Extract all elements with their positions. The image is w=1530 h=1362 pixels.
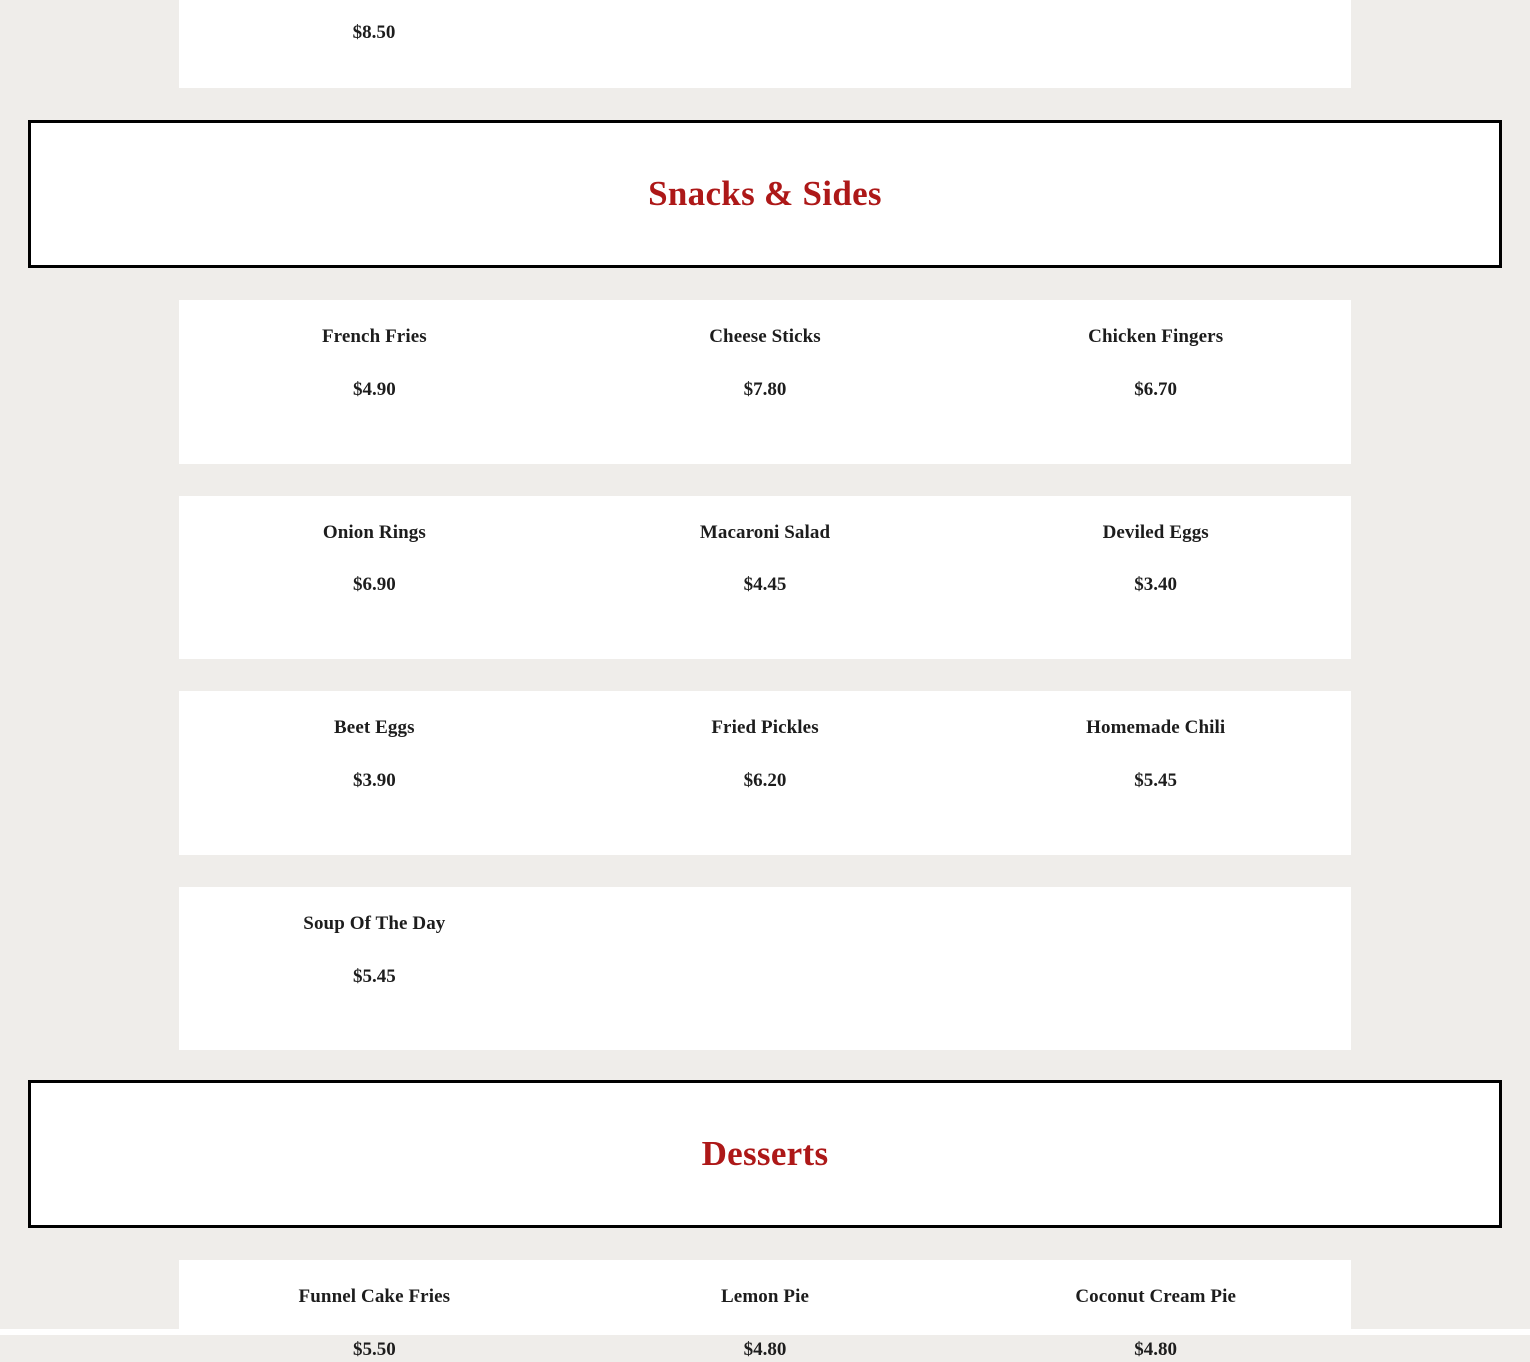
menu-item-empty [960,913,1351,989]
item-name: Coconut Cream Pie [1075,1286,1237,1308]
item-price: $5.45 [352,965,396,987]
item-name: Beet Eggs [334,717,415,739]
menu-item[interactable] [179,1286,570,1362]
item-name: Chicken Fingers [1088,326,1224,347]
bottom-edge-strip [0,1329,1530,1335]
item-name: Deviled Eggs [1102,521,1209,543]
item-name: Lemon Pie [721,1286,809,1308]
item-price: $4.45 [743,574,787,596]
item-price: $5.50 [352,1339,396,1361]
menu-card-row [179,887,1351,1051]
menu-item[interactable] [570,1286,961,1362]
menu-item[interactable] [179,326,570,402]
item-price: $3.40 [1134,574,1178,596]
item-price: $7.80 [743,378,787,400]
menu-card-row-partial-bottom [179,1260,1351,1361]
menu-row [179,522,1351,598]
menu-row [179,326,1351,402]
menu-item[interactable] [570,326,961,402]
menu-item[interactable] [179,522,570,598]
item-price: $5.45 [1134,769,1178,791]
menu-card-row [179,496,1351,660]
spacer [0,1050,1530,1080]
menu-item[interactable] [179,717,570,793]
menu-row [179,1286,1351,1362]
item-name: Macaroni Salad [699,521,831,543]
item-price: $4.80 [1134,1339,1178,1361]
menu-item[interactable] [570,522,961,598]
menu-card-partial-top [179,0,1351,88]
item-price: $6.20 [743,769,787,791]
menu-item-empty [570,913,961,989]
menu-item[interactable] [179,913,570,989]
item-price: $3.90 [352,769,396,791]
item-name: Funnel Cake Fries [298,1286,451,1308]
section-title: Snacks & Sides [648,174,882,213]
menu-card-row [179,691,1351,855]
item-name: French Fries [321,326,427,347]
menu-card-row [179,300,1351,464]
item-price: $4.90 [352,378,396,400]
menu-item[interactable] [960,1286,1351,1362]
item-price: $4.80 [743,1339,787,1361]
menu-item[interactable] [960,717,1351,793]
item-name: Cheese Sticks [709,326,821,347]
item-price: $6.70 [1134,378,1178,400]
section-header-snacks-sides [28,120,1502,268]
item-price: $6.90 [352,574,396,596]
menu-row [179,913,1351,989]
item-price: $8.50 [352,22,396,43]
menu-item[interactable] [960,522,1351,598]
menu-row [179,717,1351,793]
item-name: Onion Rings [322,521,426,543]
section-title: Desserts [701,1134,829,1174]
item-name: Fried Pickles [711,717,819,739]
menu-item[interactable] [570,717,961,793]
item-name: Soup Of The Day [303,912,446,934]
section-header-desserts [28,1080,1502,1228]
item-name: Homemade Chili [1086,717,1226,739]
menu-item[interactable] [960,326,1351,402]
spacer [0,88,1530,120]
